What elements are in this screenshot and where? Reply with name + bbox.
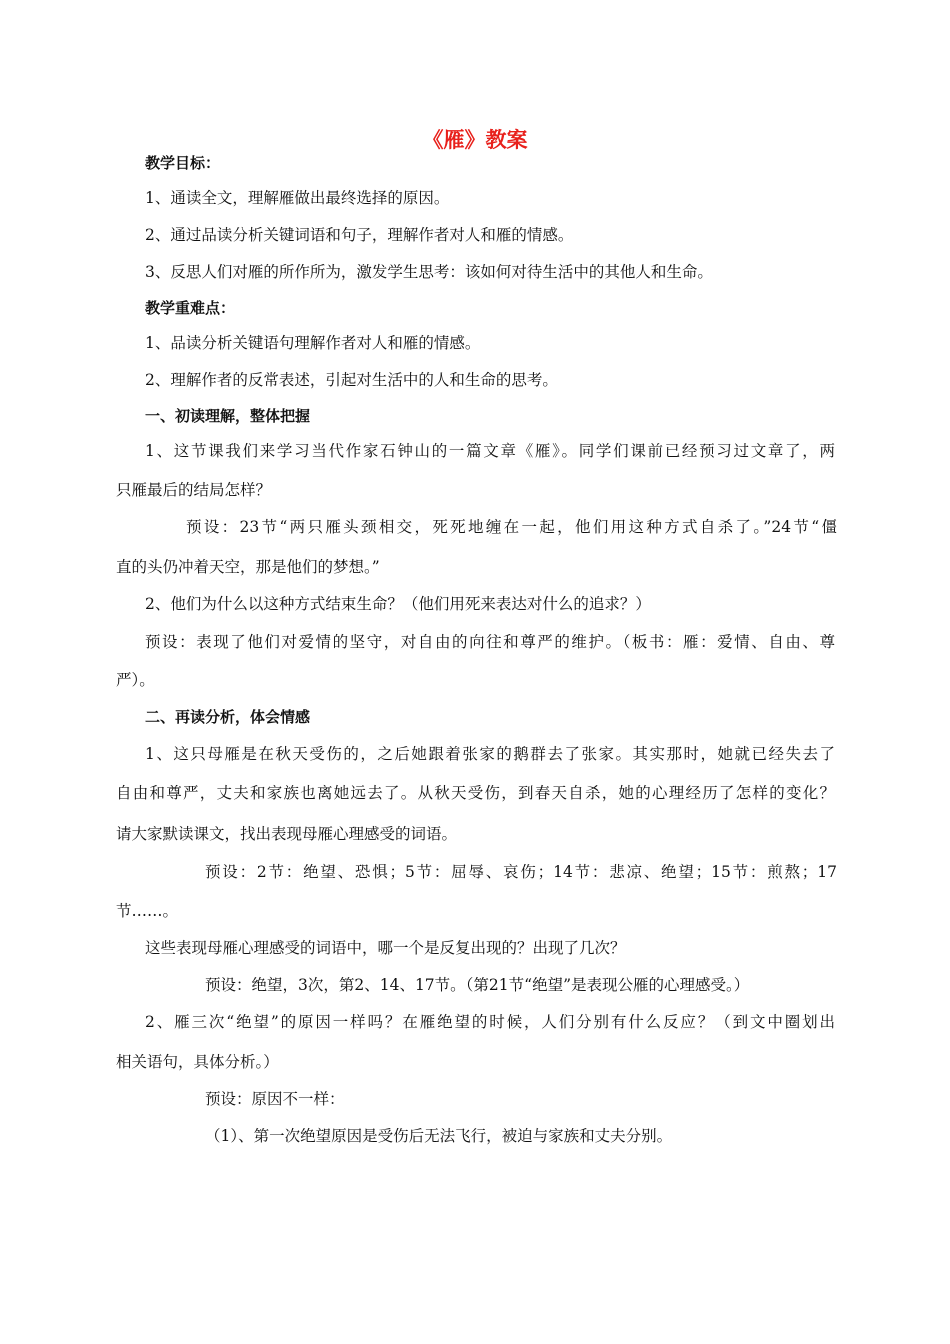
key-point-item: 1、品读分析关键语句理解作者对人和雁的情感。 [145, 334, 481, 352]
section2-a1-line1: 预设：2节：绝望、恐惧；5节：屈辱、哀伤；14节：悲凉、绝望；15节：煎熬；17 [205, 863, 837, 881]
section1-a2-line2: 严）。 [116, 671, 155, 689]
page-title: 《雁》教案 [422, 128, 528, 152]
section2-q1-line2: 自由和尊严，丈夫和家族也离她远去了。从秋天受伤，到春天自杀，她的心理经历了怎样的变化？ [116, 784, 835, 802]
section1-a2-line1: 预设：表现了他们对爱情的坚守，对自由的向往和尊严的维护。（板书：雁：爱情、自由、尊 [145, 633, 835, 651]
key-points-heading: 教学重难点： [145, 299, 236, 317]
objectives-heading: 教学目标： [145, 154, 221, 172]
section1-a1-line2: 直的头仍冲着天空，那是他们的梦想。” [116, 558, 380, 576]
section2-a1b: 预设：绝望，3次，第2、14、17节。（第21节“绝望”是表现公雁的心理感受。） [205, 976, 750, 994]
section2-q1-line3: 请大家默读课文，找出表现母雁心理感受的词语。 [116, 825, 458, 843]
section2-a2-item1: （1）、第一次绝望原因是受伤后无法飞行，被迫与家族和丈夫分别。 [205, 1127, 673, 1145]
section1-heading: 一、初读理解，整体把握 [145, 407, 311, 425]
section2-a1-line2: 节……。 [116, 902, 179, 920]
section2-q2-line1: 2、雁三次“绝望”的原因一样吗？在雁绝望的时候，人们分别有什么反应？（到文中圈划出 [145, 1013, 835, 1031]
key-point-item: 2、理解作者的反常表述，引起对生活中的人和生命的思考。 [145, 371, 558, 389]
section1-q1-line2: 只雁最后的结局怎样？ [116, 481, 272, 499]
section2-heading: 二、再读分析，体会情感 [145, 708, 311, 726]
section1-q2: 2、他们为什么以这种方式结束生命？（他们用死来表达对什么的追求？） [145, 595, 651, 613]
section1-q1-line1: 1、这节课我们来学习当代作家石钟山的一篇文章《雁》。同学们课前已经预习过文章了，两 [145, 442, 835, 460]
objective-item: 1、通读全文，理解雁做出最终选择的原因。 [145, 189, 450, 207]
section1-a1-line1: 预设：23节“两只雁头颈相交，死死地缠在一起，他们用这种方式自杀了。”24节“僵 [186, 518, 837, 536]
objective-item: 3、反思人们对雁的所作所为，激发学生思考：该如何对待生活中的其他人和生命。 [145, 263, 713, 281]
section2-q1-line1: 1、这只母雁是在秋天受伤的，之后她跟着张家的鹅群去了张家。其实那时，她就已经失去了 [145, 745, 835, 763]
section2-a2: 预设：原因不一样： [205, 1090, 345, 1108]
section2-q1b: 这些表现母雁心理感受的词语中，哪一个是反复出现的？出现了几次？ [145, 939, 626, 957]
objective-item: 2、通过品读分析关键词语和句子，理解作者对人和雁的情感。 [145, 226, 574, 244]
section2-q2-line2: 相关语句，具体分析。） [116, 1053, 279, 1071]
